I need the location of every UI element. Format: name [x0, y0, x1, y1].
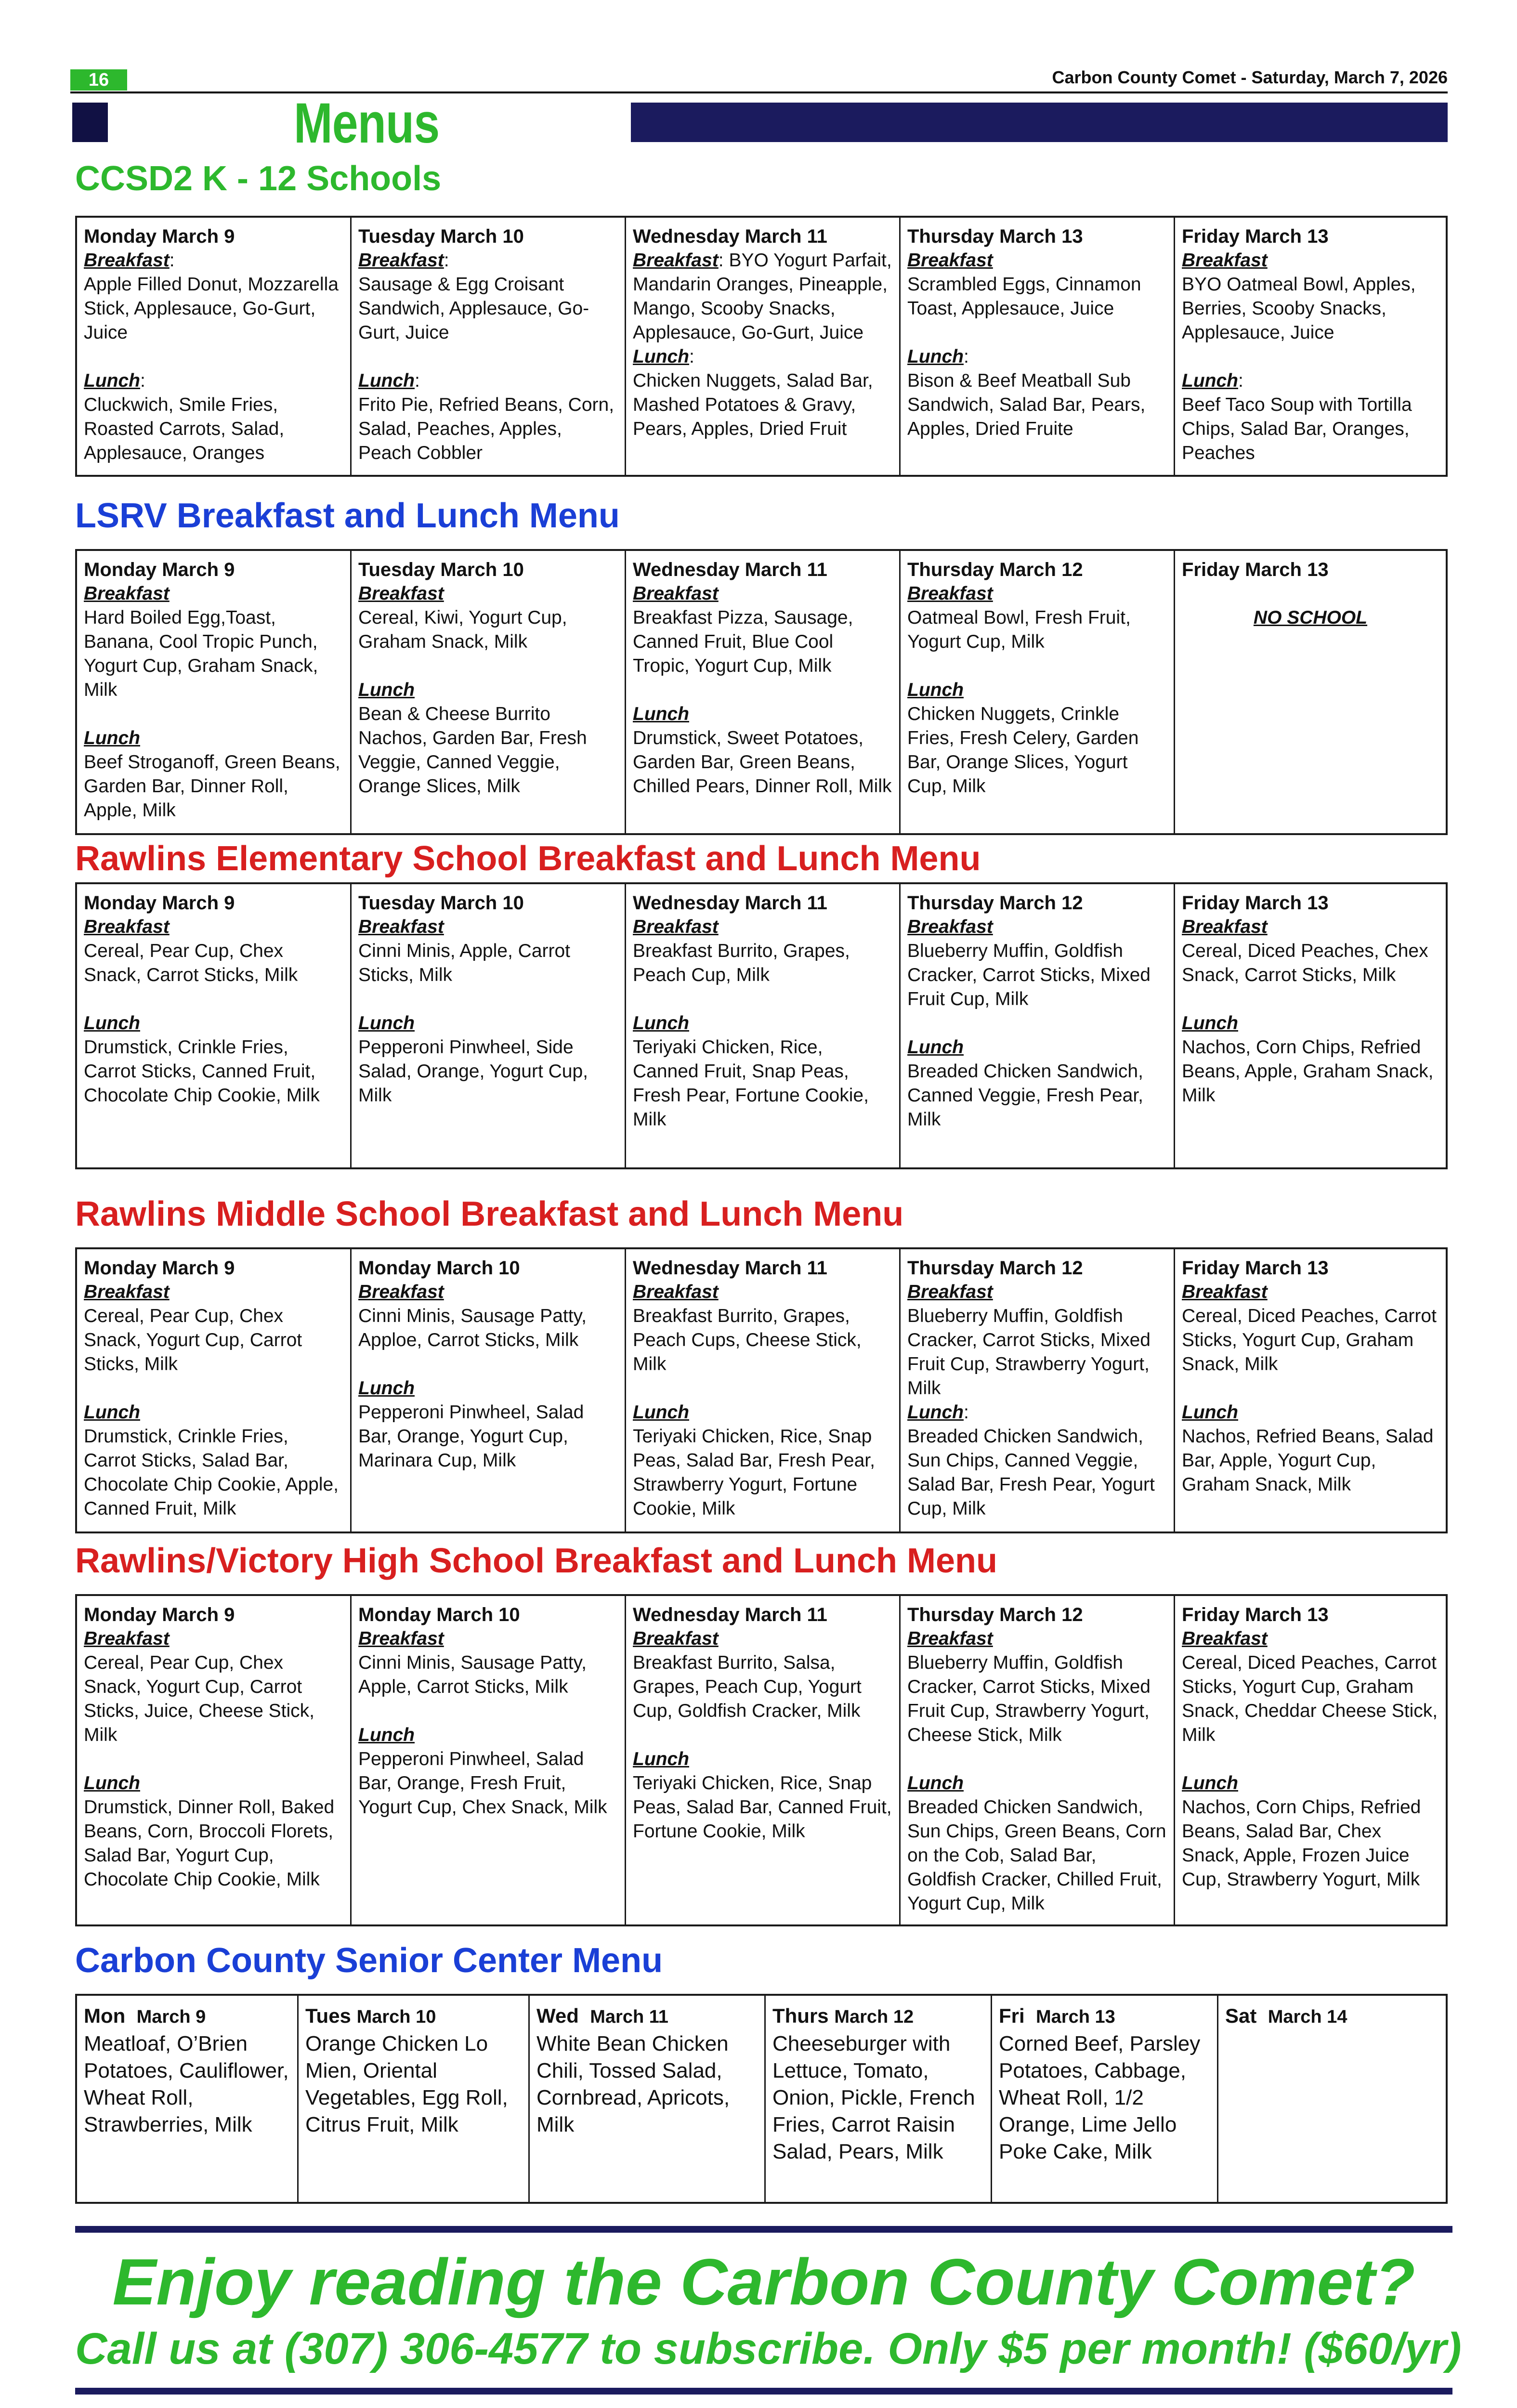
- day-heading: Thursday March 12: [907, 1604, 1083, 1625]
- breakfast-items: Blueberry Muffin, Goldfish Cracker, Carrot Sticks, Mixed Fruit Cup, Strawberry Yogurt, Cheese Stick, Milk: [907, 1652, 1151, 1745]
- senior-day-sat: [1218, 1996, 1446, 2202]
- middle-day-1: [77, 1249, 352, 1531]
- elem-day-tuesday: [352, 884, 626, 1167]
- ccsd2-menu-table: [75, 216, 1448, 477]
- lsrv-day-monday: [77, 551, 352, 833]
- lunch-items: Cluckwich, Smile Fries, Roasted Carrots, Salad, Applesauce, Oranges: [84, 394, 285, 463]
- ccsd2-day-thursday: [901, 218, 1175, 475]
- day-heading: Wed March 11: [536, 2004, 668, 2027]
- lunch-label: Lunch:: [358, 370, 420, 391]
- breakfast-items: Breakfast Burrito, Grapes, Peach Cup, Milk: [633, 941, 850, 985]
- breakfast-items: Blueberry Muffin, Goldfish Cracker, Carrot Sticks, Mixed Fruit Cup, Milk: [907, 941, 1151, 1009]
- day-heading: Tuesday March 10: [358, 892, 524, 914]
- high-day-5: [1175, 1596, 1446, 1924]
- lunch-label: Lunch:: [907, 346, 969, 367]
- promo-subscribe-line: Call us at (307) 306-4577 to subscribe. Only $5 per month! ($60/yr): [75, 2324, 1462, 2373]
- lunch-items: Breaded Chicken Sandwich, Canned Veggie, Fresh Pear, Milk: [907, 1061, 1143, 1130]
- breakfast-items: Cereal, Diced Peaches, Chex Snack, Carrot Sticks, Milk: [1182, 941, 1428, 985]
- rawlins-high-menu-table: [75, 1594, 1448, 1926]
- lunch-label: Lunch:: [633, 346, 694, 367]
- rawlins-elementary-menu-table: [75, 882, 1448, 1169]
- day-heading: Monday March 10: [358, 1257, 520, 1279]
- rawlins-elementary-title: Rawlins Elementary School Breakfast and Lunch Menu: [75, 839, 981, 878]
- ccsd2-day-friday: [1175, 218, 1446, 475]
- breakfast-label: Breakfast: [1182, 250, 1268, 271]
- breakfast-items: Cinni Minis, Sausage Patty, Apple, Carrot Sticks, Milk: [358, 1652, 587, 1697]
- breakfast-label: Breakfast: [84, 1628, 170, 1649]
- day-heading: Tues March 10: [305, 2004, 436, 2027]
- breakfast-items: Cereal, Kiwi, Yogurt Cup, Graham Snack, Milk: [358, 607, 567, 652]
- day-heading: Wednesday March 11: [633, 892, 827, 914]
- lunch-label: Lunch: [84, 1773, 140, 1793]
- lunch-label: Lunch:: [84, 370, 145, 391]
- promo-rule-bottom: [75, 2388, 1452, 2395]
- breakfast-items: Breakfast Burrito, Salsa, Grapes, Peach Cup, Yogurt Cup, Goldfish Cracker, Milk: [633, 1652, 862, 1721]
- lunch-items: Nachos, Corn Chips, Refried Beans, Apple, Graham Snack, Milk: [1182, 1037, 1434, 1106]
- lunch-items: Teriyaki Chicken, Rice, Snap Peas, Salad Bar, Canned Fruit, Fortune Cookie, Milk: [633, 1773, 892, 1842]
- breakfast-label: Breakfast:: [84, 250, 175, 271]
- day-heading: Wednesday March 11: [633, 226, 827, 247]
- lunch-label: Lunch: [1182, 1773, 1238, 1793]
- lsrv-menu-table: [75, 549, 1448, 835]
- breakfast-label: Breakfast: [358, 1628, 444, 1649]
- breakfast-label: Breakfast: [84, 583, 170, 604]
- lunch-label: Lunch: [358, 680, 415, 700]
- senior-day-wed: [530, 1996, 766, 2202]
- lunch-label: Lunch:: [1182, 370, 1243, 391]
- breakfast-label: Breakfast: [358, 583, 444, 604]
- page-number: 16: [70, 69, 127, 91]
- elem-day-thursday: [901, 884, 1175, 1167]
- lunch-label: Lunch: [633, 1402, 689, 1423]
- lsrv-day-tuesday: [352, 551, 626, 833]
- breakfast-label: Breakfast: [1182, 1628, 1268, 1649]
- lunch-items: Drumstick, Crinkle Fries, Carrot Sticks, Canned Fruit, Chocolate Chip Cookie, Milk: [84, 1037, 320, 1106]
- senior-day-fri: [992, 1996, 1218, 2202]
- day-heading: Sat March 14: [1225, 2004, 1347, 2027]
- promo-headline: Enjoy reading the Carbon County Comet?: [112, 2245, 1415, 2318]
- ccsd2-day-wednesday: [626, 218, 901, 475]
- menu-items: Orange Chicken Lo Mien, Oriental Vegetables, Egg Roll, Citrus Fruit, Milk: [305, 2032, 508, 2136]
- menu-items: Corned Beef, Parsley Potatoes, Cabbage, Wheat Roll, 1/2 Orange, Lime Jello Poke Cake, Milk: [999, 2032, 1201, 2163]
- menu-items: White Bean Chicken Chili, Tossed Salad, Cornbread, Apricots, Milk: [536, 2032, 730, 2136]
- lunch-items: Chicken Nuggets, Salad Bar, Mashed Potatoes & Gravy, Pears, Apples, Dried Fruit: [633, 370, 873, 439]
- breakfast-label: Breakfast: [358, 1282, 444, 1302]
- day-heading: Wednesday March 11: [633, 1604, 827, 1625]
- header-bar: [631, 103, 1448, 142]
- day-heading: Tuesday March 10: [358, 226, 524, 247]
- day-heading: Fri March 13: [999, 2004, 1115, 2027]
- senior-day-tues: [299, 1996, 530, 2202]
- breakfast-items: Breakfast Burrito, Grapes, Peach Cups, Cheese Stick, Milk: [633, 1306, 862, 1374]
- header-block: [72, 103, 108, 142]
- breakfast-items: Oatmeal Bowl, Fresh Fruit, Yogurt Cup, Milk: [907, 607, 1131, 652]
- breakfast-items: Breakfast Pizza, Sausage, Canned Fruit, Blue Cool Tropic, Yogurt Cup, Milk: [633, 607, 853, 676]
- lunch-items: Beef Taco Soup with Tortilla Chips, Salad Bar, Oranges, Peaches: [1182, 394, 1412, 463]
- breakfast-items: BYO Oatmeal Bowl, Apples, Berries, Scooby Snacks, Applesauce, Juice: [1182, 274, 1416, 343]
- breakfast-label: Breakfast: [633, 1282, 719, 1302]
- day-heading: Monday March 9: [84, 226, 235, 247]
- lunch-label: Lunch: [907, 680, 964, 700]
- elem-day-monday: [77, 884, 352, 1167]
- high-day-4: [901, 1596, 1175, 1924]
- breakfast-items: Cereal, Diced Peaches, Carrot Sticks, Yogurt Cup, Graham Snack, Cheddar Cheese Stick, Milk: [1182, 1652, 1438, 1745]
- breakfast-items: Apple Filled Donut, Mozzarella Stick, Applesauce, Go-Gurt, Juice: [84, 274, 339, 343]
- promo-rule-top: [75, 2226, 1452, 2233]
- day-heading: Monday March 9: [84, 1604, 235, 1625]
- breakfast-label: Breakfast: [907, 1282, 993, 1302]
- day-heading: Mon March 9: [84, 2004, 206, 2027]
- dateline: Carbon County Comet - Saturday, March 7, 2026: [1052, 67, 1448, 87]
- breakfast-label: Breakfast: [907, 1628, 993, 1649]
- breakfast-label: Breakfast:: [358, 250, 449, 271]
- lunch-items: Bison & Beef Meatball Sub Sandwich, Salad Bar, Pears, Apples, Dried Fruite: [907, 370, 1146, 439]
- lunch-label: Lunch: [907, 1037, 964, 1058]
- day-heading: Monday March 9: [84, 892, 235, 914]
- breakfast-items: Cereal, Pear Cup, Chex Snack, Carrot Sticks, Milk: [84, 941, 298, 985]
- breakfast-items: Cereal, Pear Cup, Chex Snack, Yogurt Cup, Carrot Sticks, Juice, Cheese Stick, Milk: [84, 1652, 315, 1745]
- breakfast-label: Breakfast: [633, 1628, 719, 1649]
- day-heading: Friday March 13: [1182, 226, 1329, 247]
- breakfast-label: Breakfast: [907, 916, 993, 937]
- senior-center-menu-table: [75, 1994, 1448, 2204]
- breakfast-items: Hard Boiled Egg,Toast, Banana, Cool Tropic Punch, Yogurt Cup, Graham Snack, Milk: [84, 607, 318, 700]
- day-heading: Friday March 13: [1182, 1604, 1329, 1625]
- rawlins-high-title: Rawlins/Victory High School Breakfast and Lunch Menu: [75, 1542, 997, 1580]
- lunch-label: Lunch: [358, 1378, 415, 1399]
- lunch-label: Lunch: [907, 1773, 964, 1793]
- breakfast-items: Cereal, Diced Peaches, Carrot Sticks, Yogurt Cup, Graham Snack, Milk: [1182, 1306, 1437, 1374]
- day-heading: Tuesday March 10: [358, 559, 524, 580]
- middle-day-2: [352, 1249, 626, 1531]
- middle-day-3: [626, 1249, 901, 1531]
- breakfast-items: Cereal, Pear Cup, Chex Snack, Yogurt Cup, Carrot Sticks, Milk: [84, 1306, 302, 1374]
- breakfast-label: Breakfast: [907, 250, 993, 271]
- senior-center-title: Carbon County Senior Center Menu: [75, 1941, 663, 1980]
- rawlins-middle-title: Rawlins Middle School Breakfast and Lunch Menu: [75, 1195, 904, 1233]
- lunch-label: Lunch: [84, 728, 140, 748]
- day-heading: Thursday March 12: [907, 892, 1083, 914]
- lsrv-day-friday: [1175, 551, 1446, 833]
- day-heading: Monday March 10: [358, 1604, 520, 1625]
- day-heading: Friday March 13: [1182, 1257, 1329, 1279]
- lunch-items: Nachos, Refried Beans, Salad Bar, Apple, Yogurt Cup, Graham Snack, Milk: [1182, 1426, 1434, 1495]
- lunch-items: Beef Stroganoff, Green Beans, Garden Bar, Dinner Roll, Apple, Milk: [84, 752, 340, 821]
- ccsd2-day-monday: [77, 218, 352, 475]
- breakfast-items: Breakfast: BYO Yogurt Parfait, Mandarin Oranges, Pineapple, Mango, Scooby Snacks, Applesauce, Go-Gurt, Juice: [633, 250, 892, 343]
- day-heading: Thursday March 12: [907, 1257, 1083, 1279]
- lunch-label: Lunch: [1182, 1402, 1238, 1423]
- lunch-label: Lunch: [633, 1013, 689, 1034]
- lunch-label: Lunch: [358, 1725, 415, 1745]
- lunch-items: Frito Pie, Refried Beans, Corn, Salad, Peaches, Apples, Peach Cobbler: [358, 394, 615, 463]
- lunch-items: Bean & Cheese Burrito Nachos, Garden Bar, Fresh Veggie, Canned Veggie, Orange Slices, Milk: [358, 704, 587, 797]
- high-day-1: [77, 1596, 352, 1924]
- senior-day-mon: [77, 1996, 299, 2202]
- lunch-label: Lunch: [633, 1749, 689, 1769]
- middle-day-5: [1175, 1249, 1446, 1531]
- day-heading: Wednesday March 11: [633, 559, 827, 580]
- lunch-items: Pepperoni Pinwheel, Salad Bar, Orange, Fresh Fruit, Yogurt Cup, Chex Snack, Milk: [358, 1749, 607, 1818]
- lunch-label: Lunch: [633, 704, 689, 724]
- ccsd2-day-tuesday: [352, 218, 626, 475]
- lunch-label: Lunch: [84, 1402, 140, 1423]
- high-day-2: [352, 1596, 626, 1924]
- breakfast-items: Cinni Minis, Apple, Carrot Sticks, Milk: [358, 941, 571, 985]
- lunch-items: Breaded Chicken Sandwich, Sun Chips, Canned Veggie, Salad Bar, Fresh Pear, Yogurt Cup, Milk: [907, 1426, 1155, 1519]
- breakfast-label: Breakfast: [358, 916, 444, 937]
- page-title: Menus: [294, 92, 440, 155]
- breakfast-label: Breakfast: [84, 916, 170, 937]
- day-heading: Thurs March 12: [772, 2004, 914, 2027]
- breakfast-label: Breakfast: [1182, 916, 1268, 937]
- day-heading: Thursday March 12: [907, 559, 1083, 580]
- lsrv-title: LSRV Breakfast and Lunch Menu: [75, 497, 620, 535]
- no-school-note: NO SCHOOL: [1253, 607, 1368, 628]
- day-heading: Monday March 9: [84, 559, 235, 580]
- ccsd2-title: CCSD2 K - 12 Schools: [75, 159, 442, 198]
- middle-day-4: [901, 1249, 1175, 1531]
- lunch-items: Teriyaki Chicken, Rice, Snap Peas, Salad Bar, Fresh Pear, Strawberry Yogurt, Fortune Cookie, Milk: [633, 1426, 875, 1519]
- day-heading: Thursday March 13: [907, 226, 1083, 247]
- lunch-items: Drumstick, Sweet Potatoes, Garden Bar, Green Beans, Chilled Pears, Dinner Roll, Milk: [633, 728, 892, 797]
- lunch-label: Lunch: [358, 1013, 415, 1034]
- breakfast-items: Cinni Minis, Sausage Patty, Apploe, Carrot Sticks, Milk: [358, 1306, 587, 1350]
- breakfast-label: Breakfast: [84, 1282, 170, 1302]
- lsrv-day-wednesday: [626, 551, 901, 833]
- day-heading: Friday March 13: [1182, 559, 1329, 580]
- lsrv-day-thursday: [901, 551, 1175, 833]
- menu-items: Meatloaf, O’Brien Potatoes, Cauliflower, Wheat Roll, Strawberries, Milk: [84, 2032, 289, 2136]
- senior-day-thurs: [766, 1996, 992, 2202]
- breakfast-label: Breakfast: [633, 583, 719, 604]
- elem-day-wednesday: [626, 884, 901, 1167]
- lunch-items: Breaded Chicken Sandwich, Sun Chips, Green Beans, Corn on the Cob, Salad Bar, Goldfish Cracker, Chilled Fruit, Yogurt Cup, Milk: [907, 1797, 1166, 1914]
- lunch-items: Chicken Nuggets, Crinkle Fries, Fresh Celery, Garden Bar, Orange Slices, Yogurt Cup, Milk: [907, 704, 1139, 797]
- day-heading: Friday March 13: [1182, 892, 1329, 914]
- breakfast-items: Blueberry Muffin, Goldfish Cracker, Carrot Sticks, Mixed Fruit Cup, Strawberry Yogurt, Milk: [907, 1306, 1151, 1399]
- lunch-label: Lunch: [84, 1013, 140, 1034]
- lunch-label: Lunch: [1182, 1013, 1238, 1034]
- breakfast-items: Scrambled Eggs, Cinnamon Toast, Applesauce, Juice: [907, 274, 1141, 319]
- lunch-items: Drumstick, Crinkle Fries, Carrot Sticks, Salad Bar, Chocolate Chip Cookie, Apple, Canned Fruit, Milk: [84, 1426, 339, 1519]
- high-day-3: [626, 1596, 901, 1924]
- lunch-items: Drumstick, Dinner Roll, Baked Beans, Corn, Broccoli Florets, Salad Bar, Yogurt Cup, Chocolate Chip Cookie, Milk: [84, 1797, 335, 1890]
- header-rule: [70, 92, 1448, 93]
- breakfast-label: Breakfast: [1182, 1282, 1268, 1302]
- elem-day-friday: [1175, 884, 1446, 1167]
- rawlins-middle-menu-table: [75, 1247, 1448, 1533]
- breakfast-label: Breakfast: [907, 583, 993, 604]
- breakfast-label: Breakfast: [633, 916, 719, 937]
- lunch-label: Lunch:: [907, 1402, 969, 1423]
- day-heading: Monday March 9: [84, 1257, 235, 1279]
- lunch-items: Nachos, Corn Chips, Refried Beans, Salad Bar, Chex Snack, Apple, Frozen Juice Cup, Strawberry Yogurt, Milk: [1182, 1797, 1421, 1890]
- breakfast-items: Sausage & Egg Croisant Sandwich, Applesauce, Go-Gurt, Juice: [358, 274, 589, 343]
- day-heading: Wednesday March 11: [633, 1257, 827, 1279]
- lunch-items: Pepperoni Pinwheel, Side Salad, Orange, Yogurt Cup, Milk: [358, 1037, 588, 1106]
- lunch-items: Teriyaki Chicken, Rice, Canned Fruit, Snap Peas, Fresh Pear, Fortune Cookie, Milk: [633, 1037, 869, 1130]
- menu-items: Cheeseburger with Lettuce, Tomato, Onion, Pickle, French Fries, Carrot Raisin Salad, Pears, Milk: [772, 2032, 975, 2163]
- lunch-items: Pepperoni Pinwheel, Salad Bar, Orange, Yogurt Cup, Marinara Cup, Milk: [358, 1402, 584, 1471]
